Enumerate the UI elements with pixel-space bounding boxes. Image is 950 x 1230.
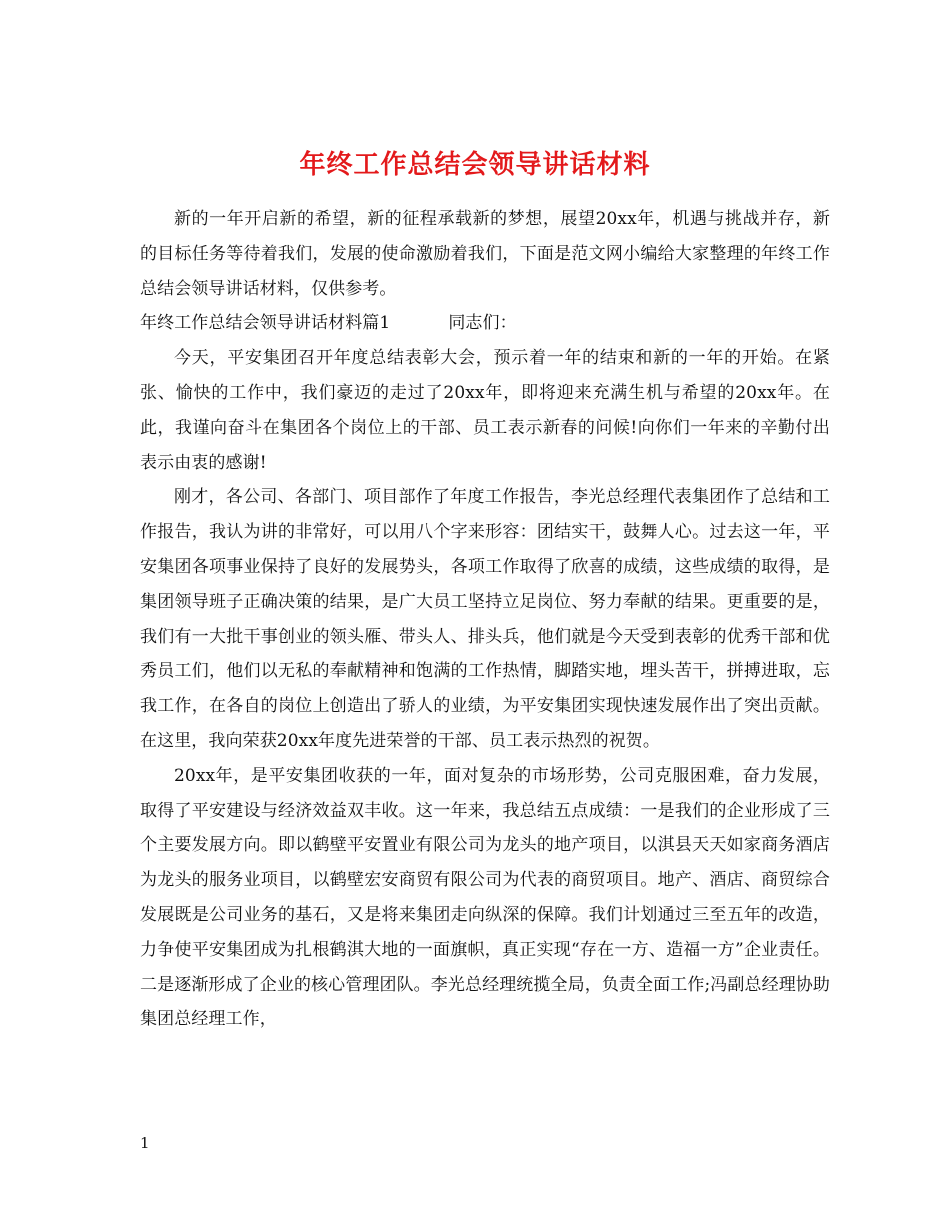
- body-paragraph-1: 今天，平安集团召开年度总结表彰大会，预示着一年的结束和新的一年的开始。在紧张、愉快的工作中，我们豪迈的走过了20xx年，即将迎来充满生机与希望的20xx年。在此，我谨向奋斗在集团各个岗位上的干部、员工表示新春的问候!向你们一年来的辛勤付出表示由衷的感谢!: [140, 348, 830, 473]
- document-body: [140, 202, 830, 1037]
- intro-paragraph: 新的一年开启新的希望，新的征程承载新的梦想，展望20xx年，机遇与挑战并存，新的目标任务等待着我们，发展的使命激励着我们，下面是范文网小编给大家整理的年终工作总结会领导讲话材料，仅供参考。: [140, 209, 830, 299]
- page-number: 1: [140, 1134, 150, 1152]
- salutation: 同志们：: [448, 313, 517, 334]
- section-heading-line: [140, 306, 830, 341]
- document-title: 年终工作总结会领导讲话材料: [299, 150, 651, 181]
- body-paragraph-2: 刚才，各公司、各部门、项目部作了年度工作报告，李光总经理代表集团作了总结和工作报告，我认为讲的非常好，可以用八个字来形容：团结实干，鼓舞人心。过去这一年，平安集团各项事业保持了良好的发展势头，各项工作取得了欣喜的成绩，这些成绩的取得，是集团领导班子正确决策的结果，是广大员工坚持立足岗位、努力奉献的结果。更重要的是，我们有一大批干事创业的领头雁、带头人、排头兵，他们就是今天受到表彰的优秀干部和优秀员工们，他们以无私的奉献精神和饱满的工作热情，脚踏实地，埋头苦干，拼搏进取，忘我工作，在各自的岗位上创造出了骄人的业绩，为平安集团实现快速发展作出了突出贡献。在这里，我向荣获20xx年度先进荣誉的干部、员工表示热烈的祝贺。: [140, 487, 830, 751]
- body-paragraph-3: 20xx年，是平安集团收获的一年，面对复杂的市场形势，公司克服困难，奋力发展，取得了平安建设与经济效益双丰收。这一年来，我总结五点成绩：一是我们的企业形成了三个主要发展方向。即以鹤壁平安置业有限公司为龙头的地产项目，以淇县天天如家商务酒店为龙头的服务业项目，以鹤壁宏安商贸有限公司为代表的商贸项目。地产、酒店、商贸综合发展既是公司业务的基石，又是将来集团走向纵深的保障。我们计划通过三至五年的改造，力争使平安集团成为扎根鹤淇大地的一面旗帜，真正实现“存在一方、造福一方”企业责任。二是逐渐形成了企业的核心管理团队。李光总经理统揽全局，负责全面工作;冯副总经理协助集团总经理工作，: [140, 765, 830, 1030]
- section-heading: 年终工作总结会领导讲话材料篇1: [140, 313, 391, 334]
